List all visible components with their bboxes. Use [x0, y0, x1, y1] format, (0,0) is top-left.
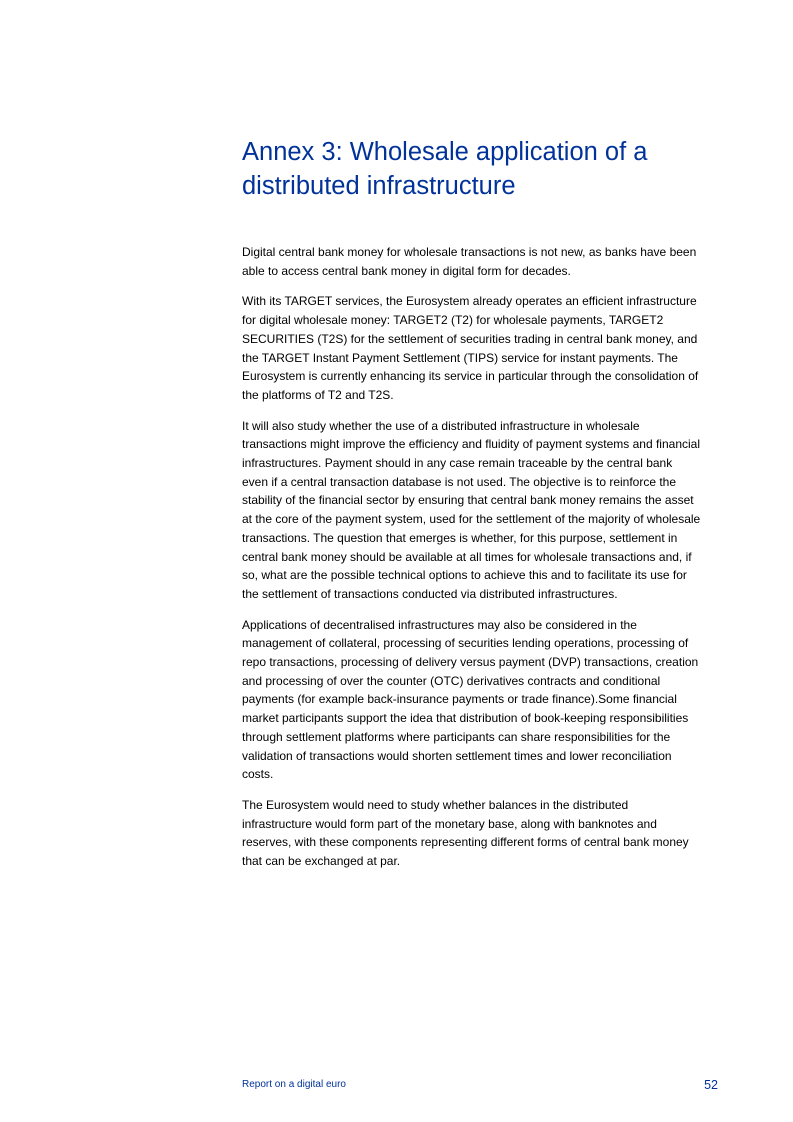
annex-heading-line: distributed infrastructure — [242, 172, 516, 200]
paragraph-distributed-study — [242, 417, 722, 604]
text-line: through settlement platforms where participants can share responsibilities for the — [242, 729, 671, 744]
text-line: payments (for example back-insurance payments or trade finance).Some financial — [242, 692, 677, 707]
paragraph-applications — [242, 616, 722, 784]
body-text — [242, 243, 722, 883]
text-line: SECURITIES (T2S) for the settlement of securities trading in central bank money, and — [242, 331, 698, 346]
text-line: stability of the financial sector by ensuring that central bank money remains the asset — [242, 493, 694, 508]
text-line: Applications of decentralised infrastructures may also be considered in the — [242, 617, 637, 632]
text-line: management of collateral, processing of securities lending operations, processing of — [242, 636, 689, 651]
text-line: reserves, with these components representing different forms of central bank money — [242, 835, 689, 850]
paragraph-monetary-base — [242, 796, 722, 871]
text-line: even if a central transaction database is not used. The objective is to reinforce the — [242, 474, 677, 489]
text-line: the TARGET Instant Payment Settlement (TIPS) service for instant payments. The — [242, 350, 678, 365]
text-line: Eurosystem is currently enhancing its service in particular through the consolidation of — [242, 369, 699, 384]
footer-report-title: Report on a digital euro — [242, 1079, 346, 1090]
text-line: costs. — [242, 767, 274, 782]
text-line: Digital central bank money for wholesale transactions is not new, as banks have been — [242, 245, 697, 259]
text-line: at the core of the payment system, used for the settlement of the majority of wholesale — [242, 512, 701, 527]
text-line: so, what are the possible technical options to achieve this and to facilitate its use for — [242, 568, 687, 583]
text-line: repo transactions, processing of delivery versus payment (DVP) transactions, creation — [242, 655, 699, 670]
text-line: validation of transactions would shorten settlement times and lower reconciliation — [242, 748, 672, 763]
text-line: that can be exchanged at par. — [242, 854, 401, 869]
text-line: central bank money should be available at all times for wholesale transactions and, if — [242, 549, 692, 564]
text-line: infrastructures. Payment should in any case remain traceable by the central bank — [242, 456, 673, 471]
paragraph-target-services — [242, 292, 722, 404]
text-line: It will also study whether the use of a distributed infrastructure in wholesale — [242, 418, 640, 433]
text-line: transactions. The question that emerges is whether, for this purpose, settlement in — [242, 530, 678, 545]
text-line: and processing of over the counter (OTC) derivatives contracts and conditional — [242, 673, 661, 688]
text-line: infrastructure would form part of the monetary base, along with banknotes and — [242, 816, 657, 831]
text-line: transactions might improve the efficiency and fluidity of payment systems and financial — [242, 437, 701, 452]
footer-page-number: 52 — [704, 1078, 718, 1092]
text-line: the platforms of T2 and T2S. — [242, 387, 394, 402]
annex-heading-line: Annex 3: Wholesale application of a — [242, 138, 648, 166]
text-line: the settlement of transactions conducted via distributed infrastructures. — [242, 586, 618, 601]
paragraph-intro — [242, 243, 722, 280]
text-line: With its TARGET services, the Eurosystem already operates an efficient infrastructure — [242, 294, 697, 309]
text-line: able to access central bank money in digital form for decades. — [242, 263, 571, 278]
annex-heading — [242, 135, 722, 203]
text-line: market participants support the idea that distribution of book-keeping responsibilities — [242, 711, 689, 726]
text-line: for digital wholesale money: TARGET2 (T2) for wholesale payments, TARGET2 — [242, 313, 664, 328]
text-line: The Eurosystem would need to study whether balances in the distributed — [242, 797, 629, 812]
